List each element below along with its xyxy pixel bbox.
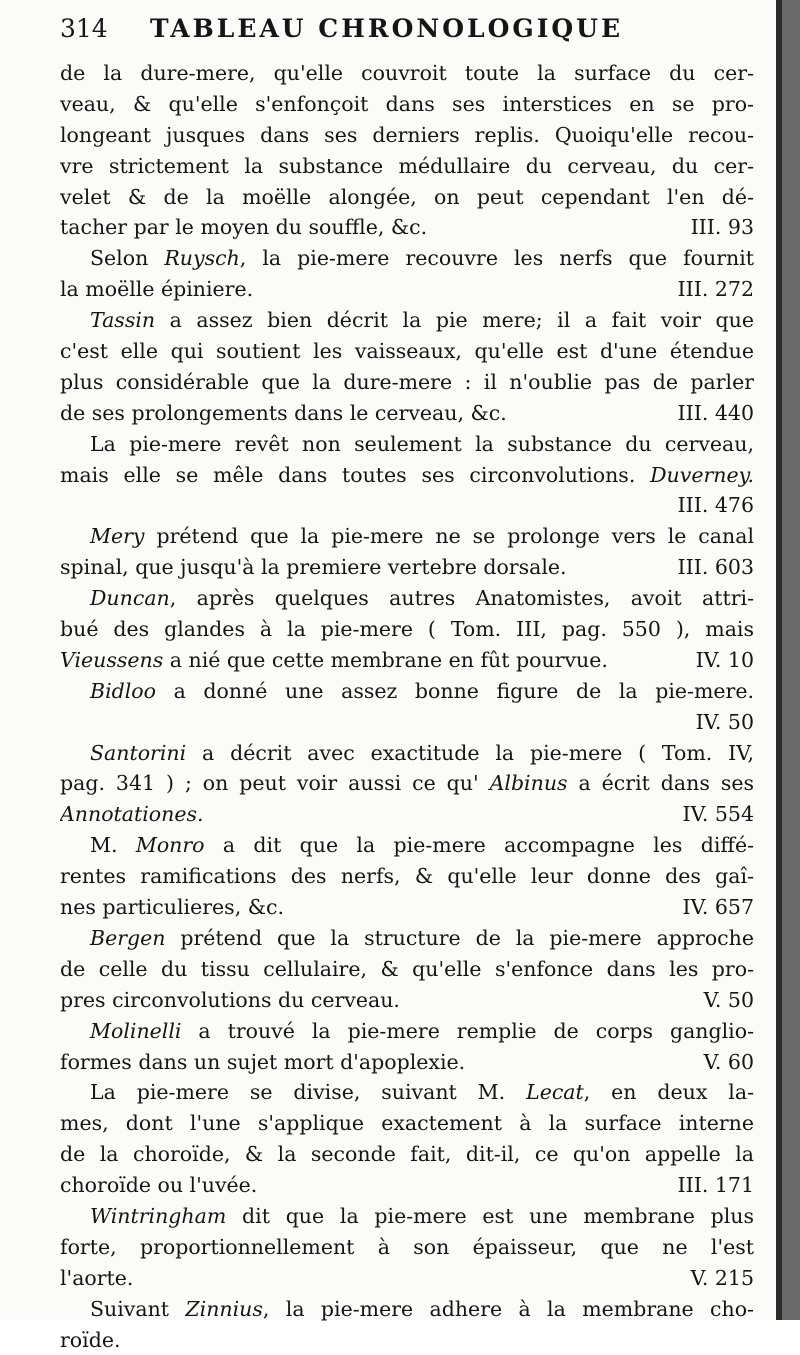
text-line — [60, 243, 754, 274]
line-text — [60, 339, 754, 363]
text-segment: a donné une assez bonne figure de la pie-mere. — [155, 678, 754, 703]
text-segment: nes particulieres, &c. — [60, 895, 284, 920]
volume-page-reference: III. 476 — [677, 493, 754, 518]
text-line — [60, 799, 754, 830]
line-text — [60, 398, 507, 429]
italic-name: Wintringham — [90, 1203, 227, 1228]
italic-name: Lecat — [526, 1080, 584, 1105]
line-text — [60, 957, 754, 981]
text-line — [60, 305, 754, 336]
italic-name: Annotationes. — [60, 802, 204, 827]
italic-name: Bidloo — [90, 678, 156, 703]
line-text — [60, 212, 427, 243]
page-header — [60, 14, 750, 43]
text-segment: longeant jusques dans ses derniers replis. Quoiqu'elle recou- — [60, 122, 754, 147]
line-text — [60, 370, 754, 394]
text-body — [60, 58, 754, 1355]
text-segment: mes, dont l'une s'applique exactement à la surface interne — [60, 1111, 754, 1136]
line-text — [60, 61, 754, 85]
text-line — [60, 1170, 754, 1201]
volume-page-reference: III. 603 — [677, 555, 754, 580]
text-segment: roïde. — [60, 1327, 121, 1352]
text-line — [60, 645, 754, 676]
line-text — [60, 645, 608, 676]
italic-name: Albinus — [489, 771, 568, 796]
line-text — [60, 1047, 465, 1078]
line-text — [60, 1111, 754, 1135]
italic-name: Bergen — [90, 925, 166, 950]
italic-name: Tassin — [90, 308, 156, 333]
text-segment: , en deux la- — [583, 1080, 754, 1105]
text-line — [60, 552, 754, 583]
text-line — [60, 768, 754, 799]
text-line — [60, 830, 754, 861]
text-line — [60, 490, 754, 521]
volume-page-reference: III. 93 — [690, 215, 754, 240]
line-text — [90, 741, 754, 765]
italic-name: Duncan — [90, 586, 170, 611]
text-segment: La pie-mere revêt non seulement la substance du cerveau, — [90, 431, 754, 456]
volume-page-reference: III. 272 — [677, 277, 754, 302]
text-segment: plus considérable que la dure-mere : il n'oublie pas de parler — [60, 369, 754, 394]
text-line — [60, 861, 754, 892]
text-line — [60, 954, 754, 985]
text-segment: mais elle se mêle dans toutes ses circonvolutions. — [60, 462, 651, 487]
line-text — [60, 1263, 133, 1294]
text-line — [60, 1201, 754, 1232]
text-line — [60, 212, 754, 243]
text-line — [60, 429, 754, 460]
text-segment: l'aorte. — [60, 1265, 134, 1290]
text-segment: a assez bien décrit la pie mere; il a fait voir que — [155, 308, 754, 333]
line-text — [60, 1328, 120, 1352]
text-line — [60, 120, 754, 151]
text-line — [60, 676, 754, 707]
text-line — [60, 367, 754, 398]
line-text — [60, 123, 754, 147]
text-segment: rentes ramifications des nerfs, & qu'elle leur donne des gaî- — [60, 864, 754, 889]
volume-page-reference: IV. 657 — [682, 895, 754, 920]
line-text — [90, 1204, 754, 1228]
text-segment: La pie-mere se divise, suivant M. — [90, 1080, 527, 1105]
text-segment: a nié que cette membrane en fût pourvue. — [163, 647, 608, 672]
text-segment: M. — [90, 833, 136, 858]
italic-name: Zinnius — [185, 1296, 263, 1321]
text-segment: vre strictement la substance médullaire du cerveau, du cer- — [60, 153, 754, 178]
line-text — [60, 154, 754, 178]
line-text — [90, 1297, 754, 1321]
text-line — [60, 398, 754, 429]
italic-name: Mery — [90, 524, 145, 549]
text-segment: , après quelques autres Anatomistes, avoit attri- — [169, 586, 754, 611]
italic-name: Duverney. — [650, 462, 754, 487]
line-text — [60, 185, 754, 209]
text-line — [60, 1016, 754, 1047]
page-number: 314 — [60, 14, 108, 43]
text-line — [60, 1325, 754, 1355]
text-segment: dit que la pie-mere est une membrane plus — [226, 1203, 754, 1228]
text-line — [60, 583, 754, 614]
text-segment: c'est elle qui soutient les vaisseaux, qu'elle est d'une étendue — [60, 339, 754, 364]
line-text — [90, 432, 754, 456]
text-segment: , la pie-mere adhere à la membrane cho- — [262, 1296, 754, 1321]
volume-page-reference: IV. 10 — [695, 647, 754, 672]
line-text — [60, 617, 754, 641]
text-segment: Suivant — [90, 1296, 186, 1321]
line-text — [60, 1142, 754, 1166]
text-line — [60, 89, 754, 120]
line-text — [60, 1170, 257, 1201]
text-segment: formes dans un sujet mort d'apoplexie. — [60, 1049, 466, 1074]
text-segment: de ses prolongements dans le cerveau, &c. — [60, 400, 507, 425]
volume-page-reference: III. 440 — [677, 400, 754, 425]
text-segment: forte, proportionnellement à son épaisseur, que ne l'est — [60, 1234, 754, 1259]
text-line — [60, 521, 754, 552]
italic-name: Vieussens — [60, 647, 164, 672]
text-segment: de la choroïde, & la seconde fait, dit-il, ce qu'on appelle la — [60, 1142, 754, 1167]
text-line — [60, 923, 754, 954]
line-text — [60, 799, 204, 830]
text-segment: a décrit avec exactitude la pie-mere ( Tom. IV, — [186, 740, 754, 765]
text-segment: prétend que la pie-mere ne se prolonge vers le canal — [144, 524, 754, 549]
volume-page-reference: V. 215 — [690, 1265, 754, 1290]
text-line — [60, 151, 754, 182]
volume-page-reference: V. 50 — [703, 987, 754, 1012]
text-line — [60, 182, 754, 213]
text-segment: pag. 341 ) ; on peut voir aussi ce qu' — [60, 771, 490, 796]
line-text — [90, 246, 754, 270]
text-segment: pres circonvolutions du cerveau. — [60, 987, 400, 1012]
text-segment: prétend que la structure de la pie-mere approche — [165, 925, 754, 950]
text-segment: la moëlle épiniere. — [60, 277, 254, 302]
text-line — [60, 707, 754, 738]
text-line — [60, 1232, 754, 1263]
line-text — [60, 985, 400, 1016]
italic-name: Molinelli — [90, 1018, 182, 1043]
italic-name: Santorini — [90, 740, 187, 765]
italic-name: Monro — [135, 833, 205, 858]
text-line — [60, 1108, 754, 1139]
text-line — [60, 892, 754, 923]
text-segment: spinal, que jusqu'à la premiere vertebre dorsale. — [60, 555, 567, 580]
text-line — [60, 58, 754, 89]
text-segment: , la pie-mere recouvre les nerfs que fournit — [239, 246, 754, 271]
line-text — [60, 274, 253, 305]
line-text — [90, 833, 754, 857]
text-line — [60, 1077, 754, 1108]
line-text — [90, 679, 754, 703]
text-line — [60, 985, 754, 1016]
text-line — [60, 336, 754, 367]
line-text — [60, 463, 754, 487]
line-text — [60, 771, 754, 795]
line-text — [90, 524, 754, 548]
text-line — [60, 1139, 754, 1170]
text-line — [60, 460, 754, 491]
text-segment: Selon — [90, 246, 165, 271]
text-segment: tacher par le moyen du souffle, &c. — [60, 215, 428, 240]
line-text — [90, 1019, 754, 1043]
running-head: TABLEAU CHRONOLOGIQUE — [150, 14, 624, 43]
text-segment: de celle du tissu cellulaire, & qu'elle s'enfonce dans les pro- — [60, 956, 754, 981]
line-text — [60, 1235, 754, 1259]
text-segment: a écrit dans ses — [567, 771, 754, 796]
volume-page-reference: V. 60 — [703, 1049, 754, 1074]
text-segment: a dit que la pie-mere accompagne les diffé- — [204, 833, 754, 858]
volume-page-reference: III. 171 — [677, 1173, 754, 1198]
text-line — [60, 614, 754, 645]
text-segment: velet & de la moëlle alongée, on peut cependant l'en dé- — [60, 184, 754, 209]
line-text — [60, 92, 754, 116]
line-text — [90, 926, 754, 950]
text-line — [60, 1263, 754, 1294]
text-line — [60, 274, 754, 305]
volume-page-reference: IV. 554 — [682, 802, 754, 827]
text-segment: veau, & qu'elle s'enfonçoit dans ses interstices en se pro- — [60, 91, 754, 116]
line-text — [60, 864, 754, 888]
text-segment: choroïde ou l'uvée. — [60, 1173, 258, 1198]
italic-name: Ruysch — [164, 246, 240, 271]
text-segment: a trouvé la pie-mere remplie de corps ganglio- — [181, 1018, 754, 1043]
text-segment: bué des glandes à la pie-mere ( Tom. III, pag. 550 ), mais — [60, 617, 754, 642]
line-text — [90, 308, 754, 332]
line-text — [90, 586, 754, 610]
volume-page-reference: IV. 50 — [695, 709, 754, 734]
line-text — [60, 892, 284, 923]
text-segment: de la dure-mere, qu'elle couvroit toute la surface du cer- — [60, 61, 754, 85]
text-line — [60, 738, 754, 769]
line-text — [90, 1080, 754, 1104]
text-line — [60, 1047, 754, 1078]
line-text — [60, 552, 567, 583]
